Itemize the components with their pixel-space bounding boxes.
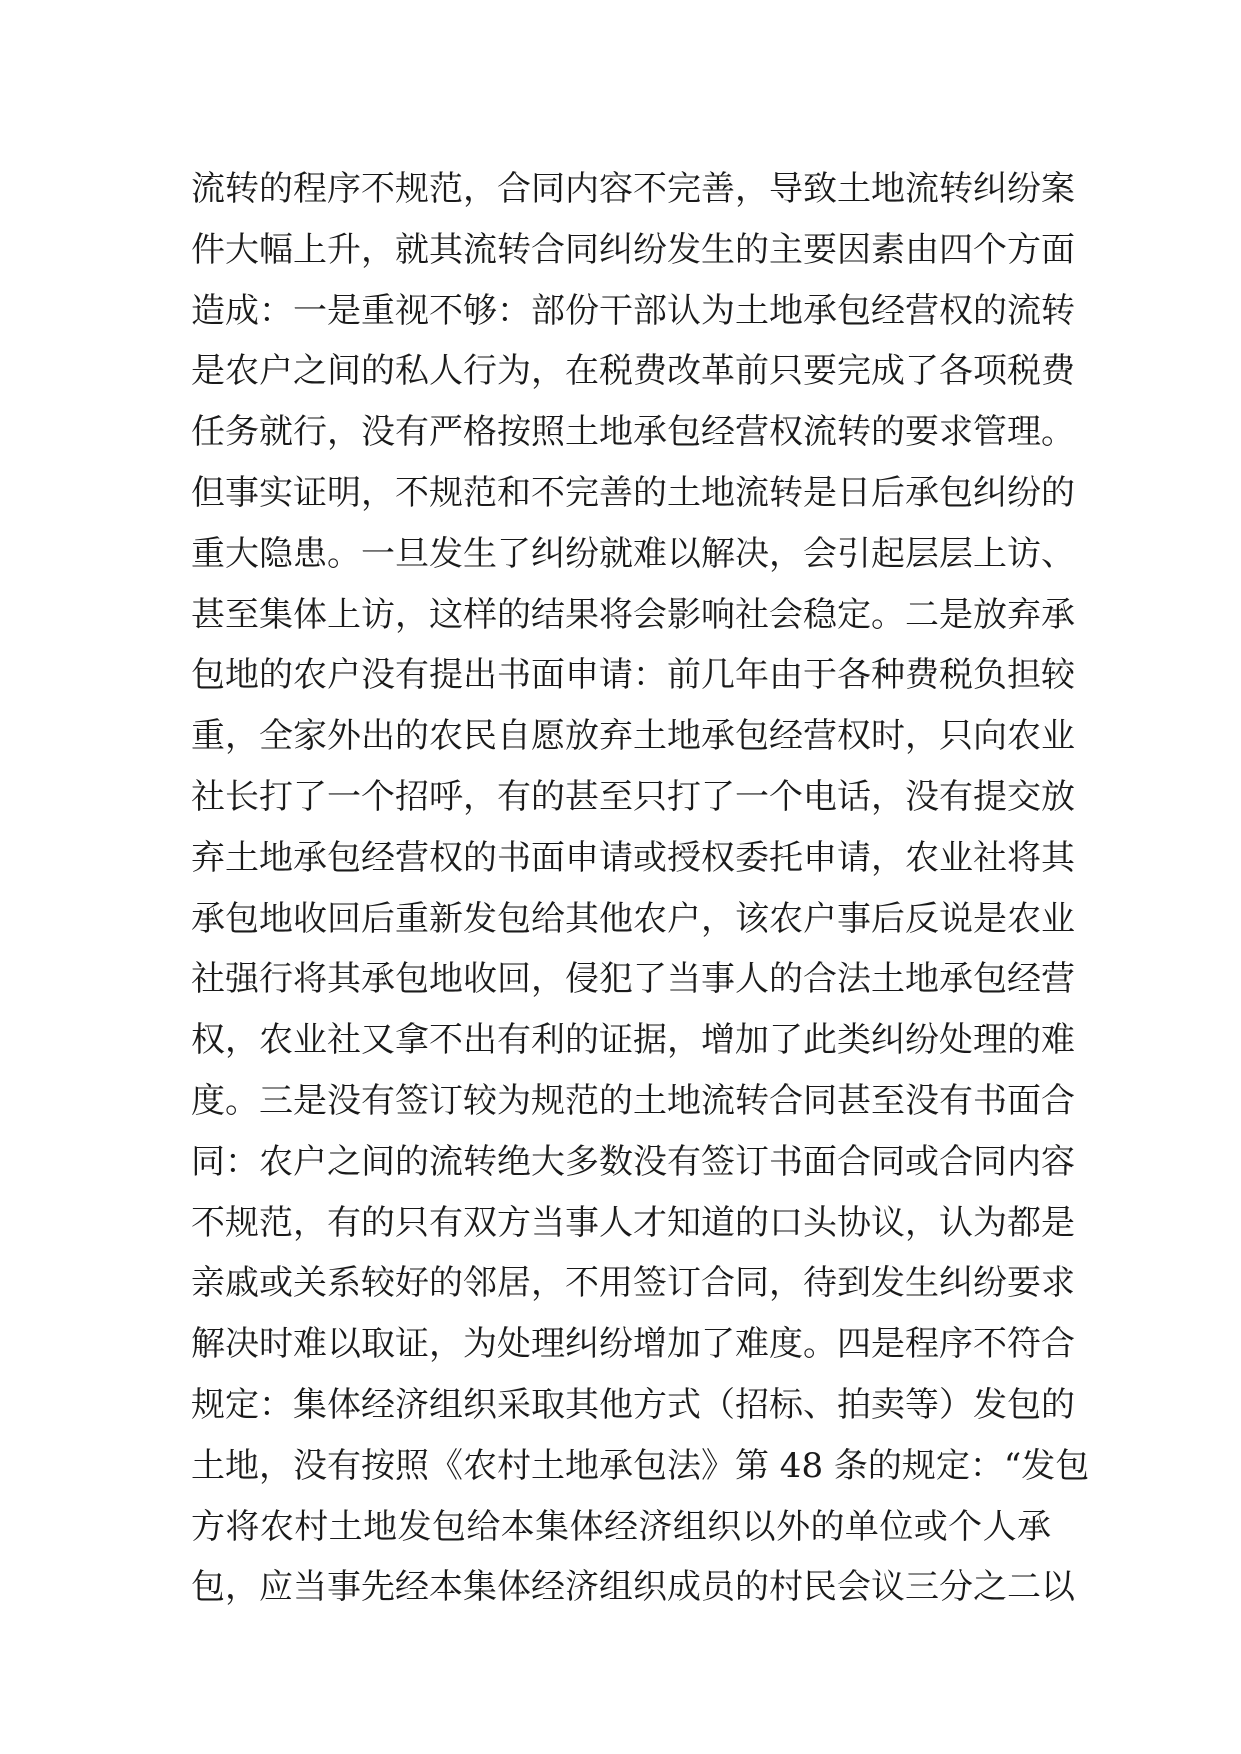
text-line-18: 不规范，有的只有双方当事人才知道的口头协议，认为都是	[191, 1202, 1075, 1243]
text-line-24: 包，应当事先经本集体经济组织成员的村民会议三分之二以	[191, 1567, 1075, 1608]
text-line-17: 同：农户之间的流转绝大多数没有签订书面合同或合同内容	[191, 1141, 1075, 1182]
text-line-4: 是农户之间的私人行为，在税费改革前只要完成了各项税费	[191, 351, 1075, 392]
text-line-11: 社长打了一个招呼，有的甚至只打了一个电话，没有提交放	[191, 776, 1075, 817]
text-line-5: 任务就行，没有严格按照土地承包经营权流转的要求管理。	[191, 412, 1075, 453]
text-line-23: 方将农村土地发包给本集体经济组织以外的单位或个人承	[191, 1506, 1051, 1547]
text-line-21: 规定：集体经济组织采取其他方式（招标、拍卖等）发包的	[191, 1384, 1075, 1425]
text-line-15: 权，农业社又拿不出有利的证据，增加了此类纠纷处理的难	[191, 1020, 1075, 1061]
text-line-19: 亲戚或关系较好的邻居，不用签订合同，待到发生纠纷要求	[191, 1263, 1075, 1304]
text-line-22: 土地，没有按照《农村土地承包法》第 48 条的规定：“发包	[191, 1445, 1090, 1486]
document-body	[191, 159, 1090, 1618]
text-line-7: 重大隐患。一旦发生了纠纷就难以解决，会引起层层上访、	[191, 533, 1075, 574]
text-line-14: 社强行将其承包地收回，侵犯了当事人的合法土地承包经营	[191, 959, 1075, 1000]
text-line-1: 流转的程序不规范，合同内容不完善，导致土地流转纠纷案	[191, 169, 1075, 209]
text-line-12: 弃土地承包经营权的书面申请或授权委托申请，农业社将其	[191, 837, 1075, 878]
text-line-6: 但事实证明，不规范和不完善的土地流转是日后承包纠纷的	[191, 472, 1075, 513]
text-line-10: 重，全家外出的农民自愿放弃土地承包经营权时，只向农业	[191, 716, 1075, 757]
text-line-2: 件大幅上升，就其流转合同纠纷发生的主要因素由四个方面	[191, 229, 1075, 270]
text-line-8: 甚至集体上访，这样的结果将会影响社会稳定。二是放弃承	[191, 594, 1075, 635]
text-line-20: 解决时难以取证，为处理纠纷增加了难度。四是程序不符合	[191, 1324, 1075, 1365]
text-line-16: 度。三是没有签订较为规范的土地流转合同甚至没有书面合	[191, 1080, 1075, 1121]
text-line-3: 造成：一是重视不够：部份干部认为土地承包经营权的流转	[191, 290, 1075, 331]
text-line-9: 包地的农户没有提出书面申请：前几年由于各种费税负担较	[191, 655, 1075, 696]
text-line-13: 承包地收回后重新发包给其他农户，该农户事后反说是农业	[191, 898, 1075, 939]
